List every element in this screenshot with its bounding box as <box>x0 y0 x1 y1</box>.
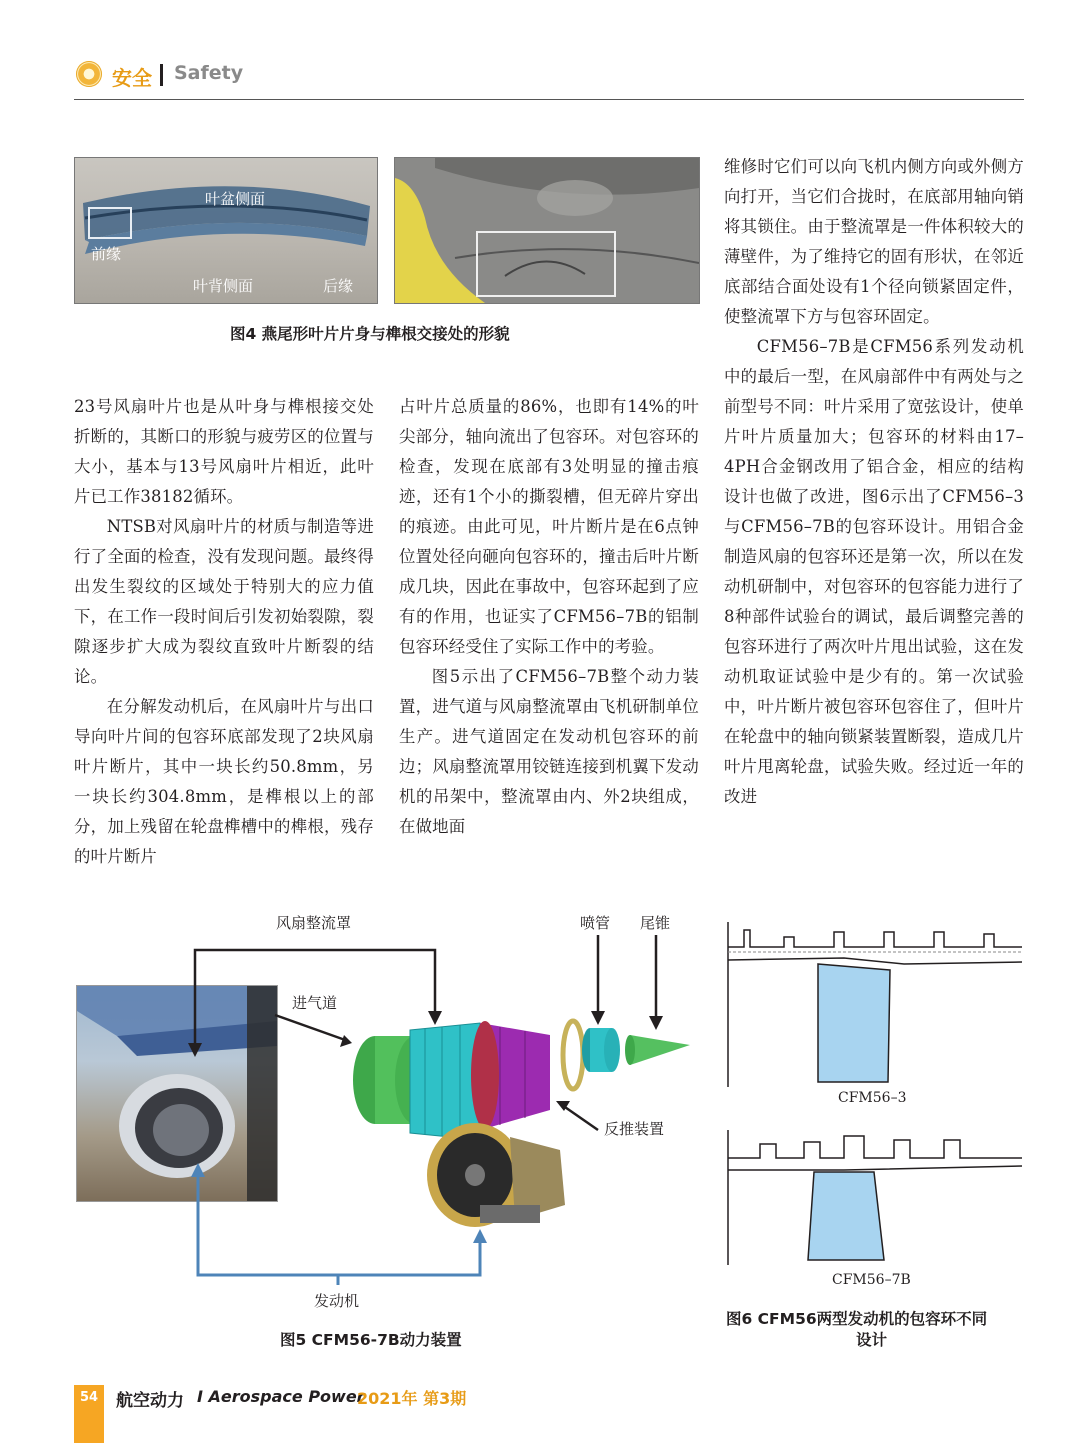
label-suction-side: 叶背侧面 <box>193 277 254 295</box>
fig6-cfm56-3-diagram <box>724 922 1026 1092</box>
tail-cone-component <box>630 1035 690 1065</box>
section-logo-icon <box>76 61 102 87</box>
paragraph: 图5示出了CFM56–7B整个动力装置，进气道与风扇整流罩由飞机研制单位生产。进气道固定在发动机包容环的前边；风扇整流罩用铰链连接到机翼下发动机的吊架中，整流罩由内、外2块组成，在做地面 <box>399 667 699 836</box>
label-fan-cowl: 风扇整流罩 <box>276 914 352 932</box>
blade-outline-7b <box>808 1172 884 1260</box>
label-reverser: 反推装置 <box>604 1120 665 1138</box>
text-column-2 <box>399 392 699 842</box>
fig4-photo-left <box>74 157 378 304</box>
fig4-photo-right <box>394 157 700 304</box>
paragraph: 在分解发动机后，在风扇叶片与出口导向叶片间的包容环底部发现了2块风扇叶片断片，其中一块长约50.8mm，另一块长约304.8mm，是榫根以上的部分，加上残留在轮盘榫槽中的榫根，残存的叶片断片 <box>74 697 374 866</box>
fracture-closeup-image <box>395 158 699 303</box>
text-column-1 <box>74 392 374 872</box>
section-title-en: Safety <box>174 62 244 84</box>
magazine-title-en: I Aerospace Power <box>197 1387 365 1406</box>
magazine-title-cn: 航空动力 <box>116 1391 184 1411</box>
label-cfm56-3: CFM56–3 <box>838 1090 907 1106</box>
paragraph: NTSB对风扇叶片的材质与制造等进行了全面的检查，没有发现问题。最终得出发生裂纹的区域处于特别大的应力值下，在工作一段时间后引发初始裂隙，裂隙逐步扩大成为裂纹直致叶片断裂的结论。 <box>74 517 374 686</box>
text-column-3 <box>724 152 1024 812</box>
mixer-ring <box>563 1021 583 1089</box>
bare-engine-image <box>427 1123 565 1227</box>
section-title-cn: 安全 <box>112 66 152 90</box>
label-nozzle: 喷管 <box>580 914 611 932</box>
fig6-caption-line2: 设计 <box>856 1331 888 1349</box>
paragraph: CFM56–7B是CFM56系列发动机中的最后一型，在风扇部件中有两处与之前型号不同：叶片采用了宽弦设计，使单片叶片质量加大；包容环的材料由17–4PH合金钢改用了铝合金，相应的结构设计也做了改进，图6示出了CFM56–3与CFM56–7B的包容环设计。用铝合金制造风扇的包容环还是第一次，所以在发动机研制中，对包容环的包容能力进行了8种部件试验台的调试，最后调整完善的包容环进行了两次叶片甩出试验，这在发动机取证试验中是少有的。第一次试验中，叶片断片被包容环包容住了，但叶片在轮盘中的轴向锁紧装置断裂，造成几片叶片甩离轮盘，试验失败。经过近一年的改进 <box>724 337 1024 806</box>
fig6-cfm56-7b-diagram <box>724 1130 1026 1270</box>
label-tail-cone: 尾锥 <box>640 914 671 932</box>
fan-cowl-component <box>410 1023 480 1140</box>
fig5-caption: 图5 CFM56-7B动力装置 <box>280 1331 462 1349</box>
label-trailing-edge: 后缘 <box>323 277 354 295</box>
header-divider <box>160 64 163 86</box>
label-leading-edge: 前缘 <box>91 245 122 263</box>
fig6-caption-line1: 图6 CFM56两型发动机的包容环不同 <box>726 1310 988 1328</box>
issue-label: 2021年 第3期 <box>357 1389 467 1408</box>
fig4-caption: 图4 燕尾形叶片片身与榫根交接处的形貌 <box>230 325 510 343</box>
label-engine: 发动机 <box>314 1292 360 1310</box>
label-inlet: 进气道 <box>292 994 338 1012</box>
paragraph: 维修时它们可以向飞机内侧方向或外侧方向打开，当它们合拢时，在底部用轴向销将其锁住。由于整流罩是一件体积较大的薄壁件，为了维持它的固有形状，在邻近底部结合面处设有1个径向锁紧固定件，使整流罩下方与包容环固定。 <box>724 157 1024 326</box>
paragraph: 23号风扇叶片也是从叶身与榫根接交处折断的，其断口的形貌与疲劳区的位置与大小，基本与13号风扇叶片相近，此叶片已工作38182循环。 <box>74 397 374 506</box>
header-rule <box>74 99 1024 100</box>
paragraph: 占叶片总质量的86%，也即有14%的叶尖部分，轴向流出了包容环。对包容环的检查，发现在底部有3处明显的撞击痕迹，还有1个小的撕裂槽，但无碎片穿出的痕迹。由此可见，叶片断片是在6点钟位置处径向砸向包容环的，撞击后叶片断成几块，因此在事故中，包容环起到了应有的作用，也证实了CFM56–7B的铝制包容环经受住了实际工作中的考验。 <box>399 397 699 656</box>
label-pressure-side: 叶盆侧面 <box>205 190 266 208</box>
nozzle-component <box>582 1028 620 1072</box>
blade-outline-3 <box>818 964 890 1082</box>
fig5-exploded-diagram <box>180 905 710 1285</box>
label-cfm56-7b: CFM56–7B <box>832 1272 911 1288</box>
thrust-reverser-component <box>471 1021 550 1130</box>
page-number: 54 <box>79 1390 99 1405</box>
